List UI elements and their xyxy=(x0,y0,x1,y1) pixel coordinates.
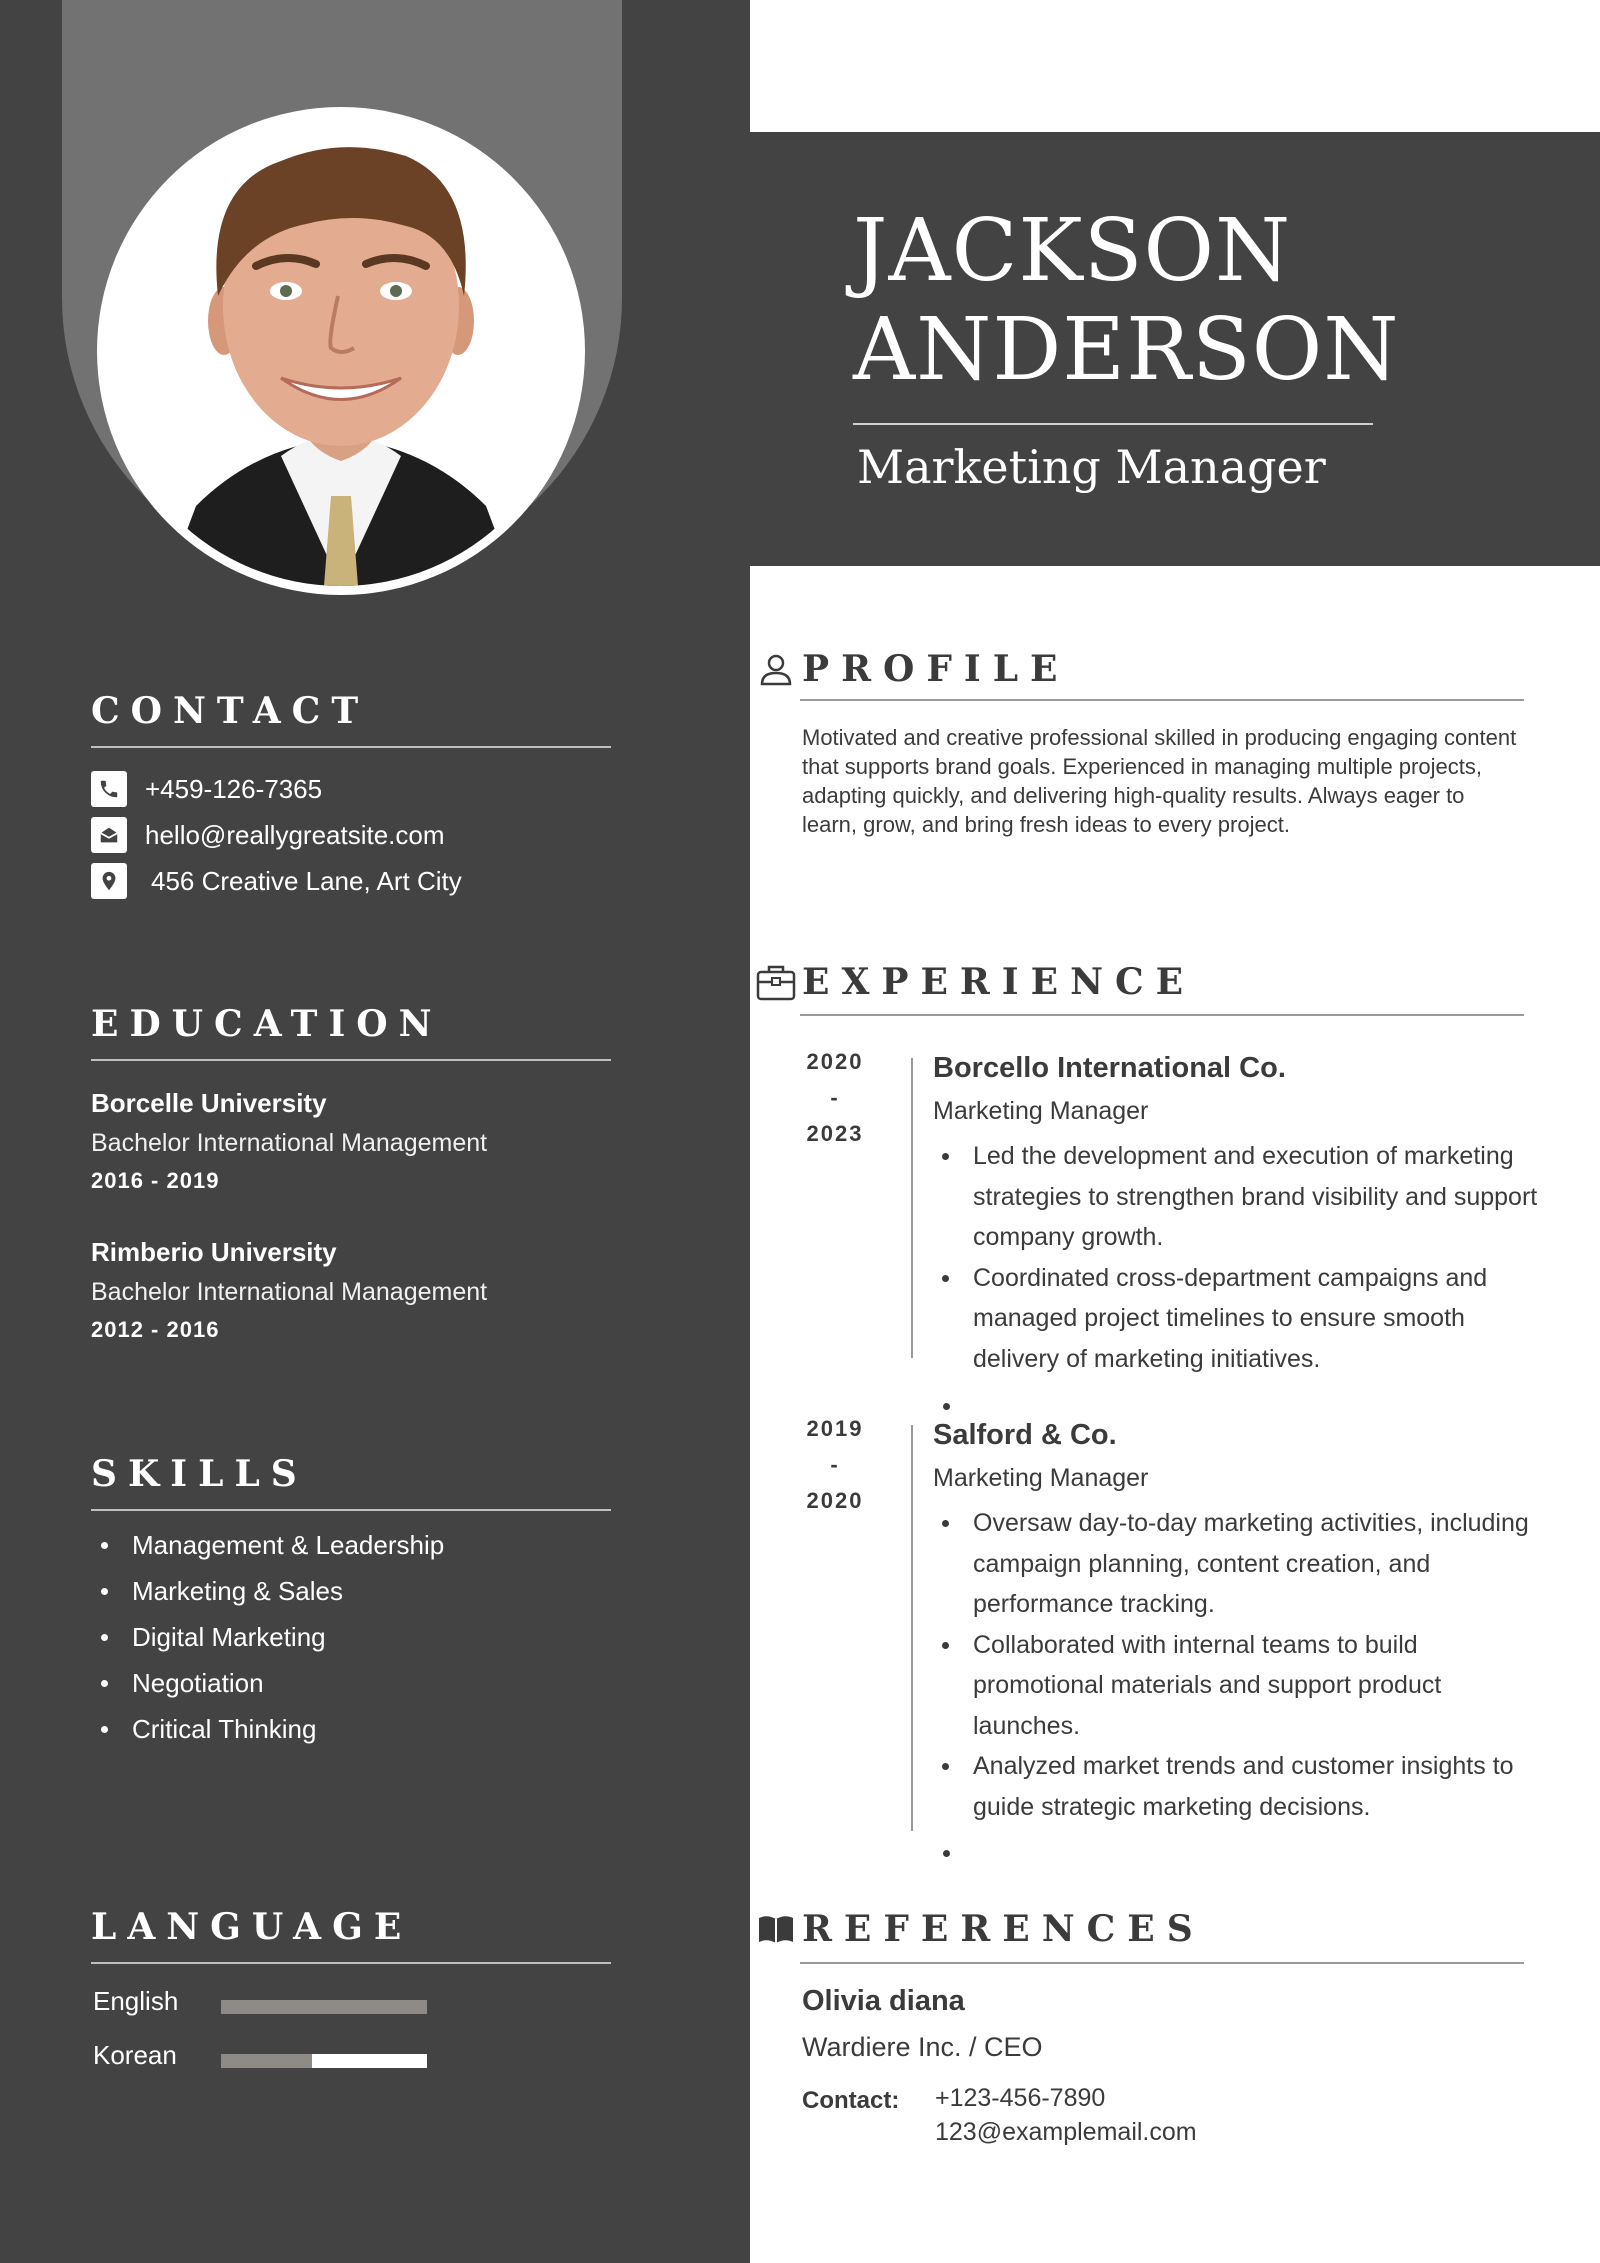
envelope-icon xyxy=(91,817,127,853)
education-item xyxy=(91,1237,611,1343)
book-icon xyxy=(756,1909,796,1949)
language-divider xyxy=(91,1962,611,1964)
skills-section xyxy=(91,1453,611,1752)
education-section xyxy=(91,1003,611,1343)
last-name: ANDERSON xyxy=(853,300,1400,400)
education-degree: Bachelor International Management xyxy=(91,1129,488,1157)
experience-section xyxy=(756,960,1524,1004)
language-name: English xyxy=(93,1986,179,2016)
experience-company: Salford & Co. xyxy=(933,1419,1117,1451)
education-years: 2012 - 2016 xyxy=(91,1317,220,1342)
email-text[interactable]: hello@reallygreatsite.com xyxy=(145,819,445,850)
experience-bullets xyxy=(933,1503,1543,1827)
language-bar-fill xyxy=(221,2054,312,2068)
contact-email xyxy=(91,812,611,858)
timeline-line xyxy=(911,1425,913,1831)
language-item xyxy=(91,2040,611,2094)
experience-heading: EXPERIENCE xyxy=(802,961,1196,1003)
experience-bullet: Coordinated cross-department campaigns and managed project timelines to ensure smooth delivery of marketing initiatives. xyxy=(933,1258,1543,1380)
skill-item: Management & Leadership xyxy=(91,1522,611,1568)
experience-bullet: Analyzed market trends and customer insights to guide strategic marketing decisions. xyxy=(933,1746,1543,1827)
experience-bullet: Oversaw day-to-day marketing activities, including campaign planning, content creation, and performance tracking. xyxy=(933,1503,1543,1625)
education-heading: EDUCATION xyxy=(91,1003,443,1045)
experience-dates xyxy=(790,1411,880,1519)
reference-email[interactable]: 123@examplemail.com xyxy=(935,2118,1197,2146)
skill-item: Negotiation xyxy=(91,1660,611,1706)
experience-dates xyxy=(790,1044,880,1152)
experience-end-year: 2020 xyxy=(806,1488,864,1513)
language-bar xyxy=(221,2054,427,2068)
reference-organization: Wardiere Inc. / CEO xyxy=(802,2032,1043,2062)
contact-heading: CONTACT xyxy=(91,690,370,732)
references-divider xyxy=(800,1962,1524,1964)
experience-date-dash: - xyxy=(830,1452,840,1477)
education-degree: Bachelor International Management xyxy=(91,1278,488,1306)
experience-role: Marketing Manager xyxy=(933,1097,1149,1125)
experience-bullets xyxy=(933,1136,1543,1379)
education-divider xyxy=(91,1059,611,1061)
education-school: Borcelle University xyxy=(91,1088,327,1118)
education-school: Rimberio University xyxy=(91,1237,337,1267)
user-icon xyxy=(756,649,796,689)
profile-heading: PROFILE xyxy=(802,648,1070,690)
experience-divider xyxy=(800,1014,1524,1016)
skill-item: Digital Marketing xyxy=(91,1614,611,1660)
sidebar xyxy=(0,0,750,2263)
contact-phone xyxy=(91,766,611,812)
experience-company: Borcello International Co. xyxy=(933,1052,1286,1084)
address-text: 456 Creative Lane, Art City xyxy=(151,865,462,896)
experience-heading-row xyxy=(756,960,1524,1004)
experience-item xyxy=(933,1419,1543,1827)
references-heading-row xyxy=(756,1907,1524,1951)
profile-photo xyxy=(106,116,576,586)
profile-heading-row xyxy=(756,647,1524,691)
phone-text[interactable]: +459-126-7365 xyxy=(145,773,323,804)
reference-name: Olivia diana xyxy=(802,1985,965,2017)
profile-text: Motivated and creative professional skilled in producing engaging content that supports brand goals. Experienced in managing multiple projects, adapting quickly, and delivering high-quality results. Always eager to learn, grow, and bring fresh ideas to every project. xyxy=(802,725,1517,837)
profile-divider xyxy=(800,699,1524,701)
experience-end-year: 2023 xyxy=(806,1121,864,1146)
experience-bullet: Led the development and execution of marketing strategies to strengthen brand visibility and support company growth. xyxy=(933,1136,1543,1258)
experience-start-year: 2019 xyxy=(806,1416,864,1441)
skills-heading: SKILLS xyxy=(91,1453,308,1495)
experience-role: Marketing Manager xyxy=(933,1464,1149,1492)
job-title: Marketing Manager xyxy=(857,440,1326,494)
profile-section xyxy=(756,647,1524,691)
skill-item: Critical Thinking xyxy=(91,1706,611,1752)
language-heading: LANGUAGE xyxy=(91,1906,413,1948)
skill-item: Marketing & Sales xyxy=(91,1568,611,1614)
experience-item xyxy=(933,1052,1543,1379)
contact-section xyxy=(91,690,611,904)
reference-phone[interactable]: +123-456-7890 xyxy=(935,2084,1106,2112)
phone-icon xyxy=(91,771,127,807)
skills-list xyxy=(91,1522,611,1752)
map-pin-icon xyxy=(91,863,127,899)
experience-start-year: 2020 xyxy=(806,1049,864,1074)
reference-contact-label: Contact: xyxy=(802,2087,900,2114)
briefcase-icon xyxy=(756,962,796,1002)
empty-bullet xyxy=(943,1850,950,1857)
contact-address xyxy=(91,858,611,904)
language-list xyxy=(91,1986,611,2094)
language-item xyxy=(91,1986,611,2040)
header-divider xyxy=(853,423,1373,425)
timeline-line xyxy=(911,1058,913,1358)
language-section xyxy=(91,1906,611,2094)
education-years: 2016 - 2019 xyxy=(91,1168,220,1193)
header-band xyxy=(750,132,1600,566)
first-name: JACKSON xyxy=(853,201,1292,301)
empty-bullet xyxy=(943,1403,950,1410)
skills-divider xyxy=(91,1509,611,1511)
contact-divider xyxy=(91,746,611,748)
language-bar-fill xyxy=(221,2000,427,2014)
experience-bullet: Collaborated with internal teams to build promotional materials and support product launches. xyxy=(933,1625,1543,1747)
language-bar xyxy=(221,2000,427,2014)
experience-date-dash: - xyxy=(830,1085,840,1110)
references-section xyxy=(756,1907,1524,1951)
language-name: Korean xyxy=(93,2040,177,2070)
references-heading: REFERENCES xyxy=(802,1908,1205,1950)
education-item xyxy=(91,1088,611,1194)
